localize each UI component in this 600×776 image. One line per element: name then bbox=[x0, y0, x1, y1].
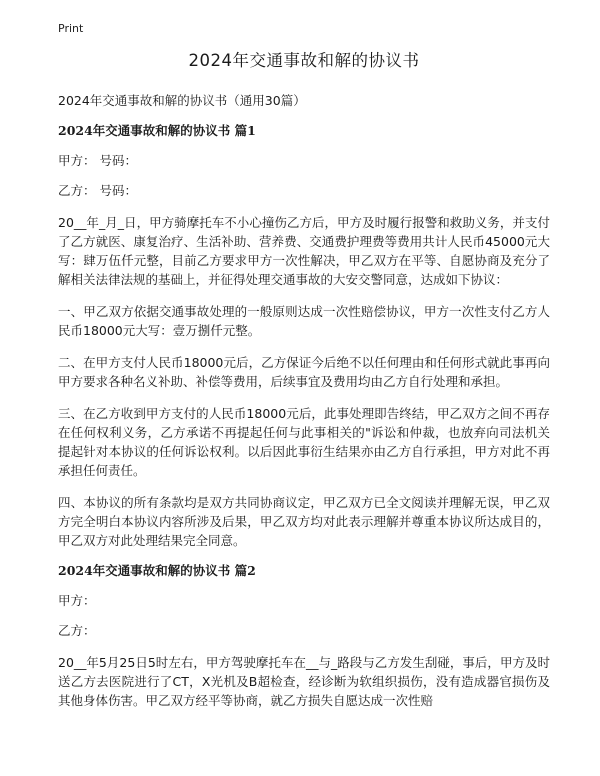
party-b-field: 乙方： bbox=[58, 623, 96, 638]
paragraph: 四、本协议的所有条款均是双方共同协商议定，甲乙双方已全文阅读并理解无误，甲乙双方完全明白本协议内容所涉及后果，甲乙双方均对此表示理解并尊重本协议所达成目的，甲乙双方对此处理结果完全同意。 bbox=[58, 495, 550, 548]
paragraph: 20__年5月25日5时左右，甲方驾驶摩托车在__与_路段与乙方发生刮碰，事后，甲方及时送乙方去医院进行了CT，X光机及B超检查，经诊断为软组织损伤，没有造成器官损伤及其他身体伤害。甲乙双方经平等协商，就乙方损失自愿达成一次性赔 bbox=[58, 655, 550, 708]
section-heading-1: 2024年交通事故和解的协议书 篇1 bbox=[58, 123, 256, 138]
document-title: 2024年交通事故和解的协议书 bbox=[188, 51, 420, 70]
party-b-field: 乙方： 号码： bbox=[58, 183, 137, 198]
party-a-field: 甲方： 号码： bbox=[58, 153, 137, 168]
paragraph: 一、甲乙双方依据交通事故处理的一般原则达成一次性赔偿协议，甲方一次性支付乙方人民币18000元大写：壹万捌仟元整。 bbox=[58, 304, 550, 338]
print-link[interactable]: Print bbox=[58, 22, 84, 35]
document-body bbox=[58, 50, 550, 710]
party-a-field: 甲方： bbox=[58, 593, 96, 608]
section-heading-2: 2024年交通事故和解的协议书 篇2 bbox=[58, 563, 256, 578]
paragraph: 20__年_月_日，甲方骑摩托车不小心撞伤乙方后，甲方及时履行报警和救助义务，并支付了乙方就医、康复治疗、生活补助、营养费、交通费护理费等费用共计人民币45000元大写：肆万伍仟元整，目前乙方要求甲方一次性解决，甲乙双方在平等、自愿协商及充分了解相关法律法规的基础上，并征得处理交通事故的大安交警同意，达成如下协议： bbox=[58, 215, 550, 287]
paragraph: 二、在甲方支付人民币18000元后，乙方保证今后绝不以任何理由和任何形式就此事再向甲方要求各种名义补助、补偿等费用，后续事宜及费用均由乙方自行处理和承担。 bbox=[58, 355, 550, 389]
paragraph: 三、在乙方收到甲方支付的人民币18000元后，此事处理即告终结，甲乙双方之间不再存在任何权利义务，乙方承诺不再提起任何与此事相关的"诉讼和仲裁，也放弃向司法机关提起针对本协议的任何诉讼权利。以后因此事衍生结果亦由乙方自行承担，甲方对此不再承担任何责任。 bbox=[58, 406, 550, 478]
document-subtitle: 2024年交通事故和解的协议书（通用30篇） bbox=[58, 93, 306, 108]
